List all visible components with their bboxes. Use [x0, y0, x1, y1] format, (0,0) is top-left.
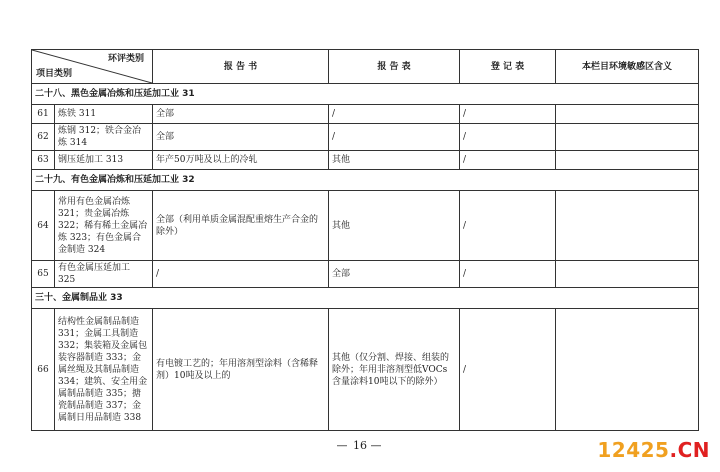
environmental-category-table	[31, 49, 699, 431]
row-report-book: 年产50万吨及以上的冷轧	[153, 151, 329, 170]
row-registration: /	[460, 191, 556, 261]
row-sensitive	[556, 105, 699, 124]
row-report-book: 全部（利用单质金属混配重熔生产合金的除外）	[153, 191, 329, 261]
row-report-form: 其他（仅分割、焊接、组装的除外；年用非溶剂型低VOCs含量涂料10吨以下的除外）	[329, 309, 460, 431]
row-sensitive	[556, 191, 699, 261]
section-row	[32, 170, 699, 191]
diagonal-header-cell	[32, 50, 153, 84]
row-sensitive	[556, 309, 699, 431]
table-row	[32, 191, 699, 261]
row-sensitive	[556, 261, 699, 288]
table-row	[32, 151, 699, 170]
row-sensitive	[556, 151, 699, 170]
col-sensitive-area: 本栏目环境敏感区含义	[556, 50, 699, 84]
row-number: 61	[32, 105, 55, 124]
row-category: 结构性金属制品制造 331；金属工具制造 332；集装箱及金属包装容器制造 333；金属丝绳及其制品制造 334；建筑、安全用金属制品制造 335；搪瓷制品制造 337；金属制日用品制造 338	[55, 309, 153, 431]
row-number: 62	[32, 124, 55, 151]
corner-bottom-label: 项目类别	[36, 69, 73, 79]
row-report-book: /	[153, 261, 329, 288]
section-title: 二十九、有色金属冶炼和压延加工业 32	[32, 170, 699, 191]
row-report-book: 全部	[153, 105, 329, 124]
watermark-logo	[597, 438, 710, 462]
row-category: 炼铁 311	[55, 105, 153, 124]
row-registration: /	[460, 151, 556, 170]
table-row	[32, 105, 699, 124]
row-category: 常用有色金属冶炼 321；贵金属冶炼 322；稀有稀土金属冶炼 323；有色金属合金制造 324	[55, 191, 153, 261]
col-report-book: 报 告 书	[153, 50, 329, 84]
row-number: 64	[32, 191, 55, 261]
row-report-form: /	[329, 105, 460, 124]
row-report-form: /	[329, 124, 460, 151]
row-registration: /	[460, 105, 556, 124]
row-report-form: 其他	[329, 151, 460, 170]
row-sensitive	[556, 124, 699, 151]
row-report-form: 其他	[329, 191, 460, 261]
table-header-row	[32, 50, 699, 84]
row-report-book: 全部	[153, 124, 329, 151]
section-row	[32, 288, 699, 309]
row-category: 炼钢 312；铁合金冶炼 314	[55, 124, 153, 151]
col-registration: 登 记 表	[460, 50, 556, 84]
row-report-book: 有电镀工艺的；年用溶剂型涂料（含稀释剂）10吨及以上的	[153, 309, 329, 431]
row-category: 有色金属压延加工 325	[55, 261, 153, 288]
watermark-domain: .CN	[669, 438, 710, 462]
table-row	[32, 261, 699, 288]
section-title: 三十、金属制品业 33	[32, 288, 699, 309]
watermark-number: 12425	[597, 438, 670, 462]
row-registration: /	[460, 124, 556, 151]
row-category: 钢压延加工 313	[55, 151, 153, 170]
page-number-value: 16	[353, 439, 367, 452]
row-number: 66	[32, 309, 55, 431]
row-number: 63	[32, 151, 55, 170]
row-registration: /	[460, 309, 556, 431]
col-report-form: 报 告 表	[329, 50, 460, 84]
row-report-form: 全部	[329, 261, 460, 288]
table-row	[32, 309, 699, 431]
section-row	[32, 84, 699, 105]
row-number: 65	[32, 261, 55, 288]
page-dash-left: —	[336, 439, 350, 452]
table-row	[32, 124, 699, 151]
corner-top-label: 环评类别	[107, 54, 144, 64]
section-title: 二十八、黑色金属冶炼和压延加工业 31	[32, 84, 699, 105]
page-dash-right: —	[370, 439, 384, 452]
row-registration: /	[460, 261, 556, 288]
